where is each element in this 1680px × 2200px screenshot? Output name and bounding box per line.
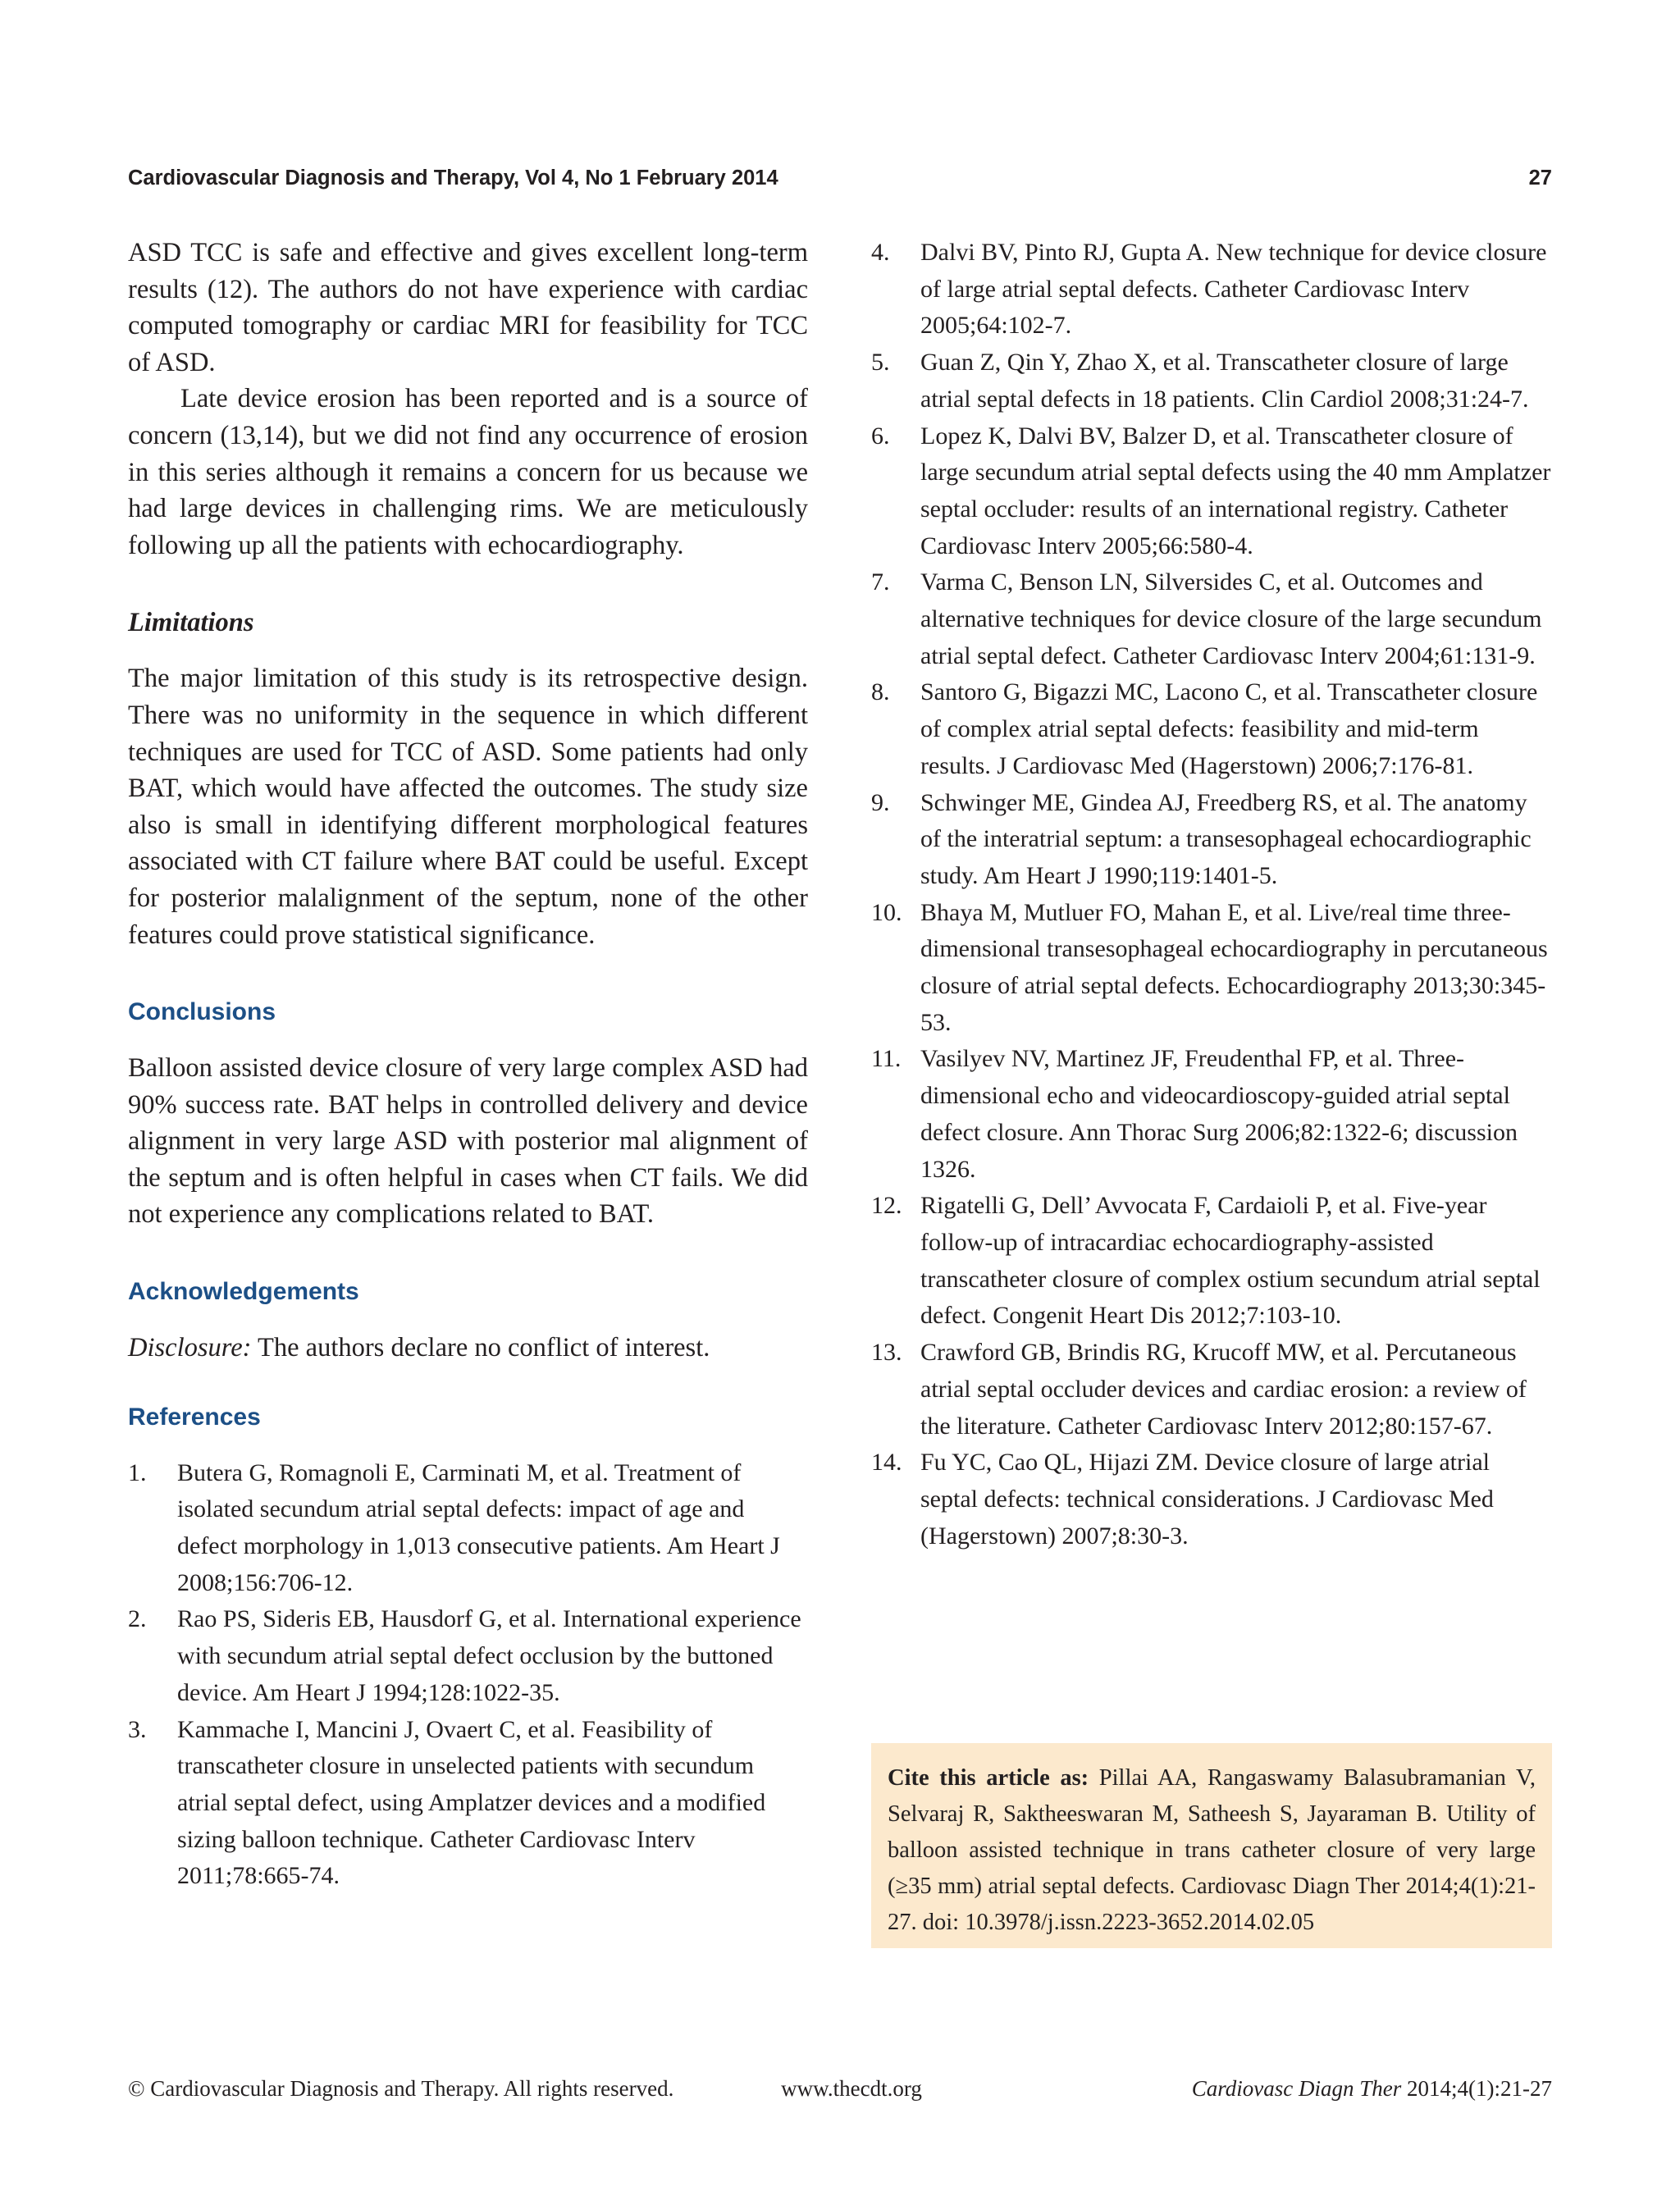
reference-number: 10. (871, 898, 902, 926)
reference-text: Kammache I, Mancini J, Ovaert C, et al. Feasibility of transcatheter closure in unselected patients with secundum atrial septal defect, using Amplatzer devices and a modified sizing balloon technique. Catheter Cardiovasc Interv 2011;78:665-74. (177, 1715, 766, 1890)
reference-text: Dalvi BV, Pinto RJ, Gupta A. New technique for device closure of large atrial septal defects. Catheter Cardiovasc Interv 2005;64:102-7. (920, 239, 1547, 340)
footer-journal-abbrev: Cardiovasc Diagn Ther (1191, 2076, 1402, 2101)
reference-number: 5. (871, 349, 890, 377)
reference-number: 6. (871, 422, 890, 450)
footer-citation-range: 2014;4(1):21-27 (1401, 2076, 1552, 2101)
footer-citation (1192, 2076, 1552, 2102)
reference-number: 9. (871, 788, 890, 816)
reference-item (871, 1041, 1552, 1188)
discussion-paragraph-2: Late device erosion has been reported and is a source of concern (13,14), but we did not find any occurrence of erosion in this series although it remains a concern for us because we had large devices in challenging rims. We are meticulously following up all the patients with echocardiography. (128, 384, 808, 560)
reference-number: 14. (871, 1449, 902, 1477)
reference-text: Vasilyev NV, Martinez JF, Freudenthal FP, et al. Three-dimensional echo and videocardioscopy-guided atrial septal defect closure. Ann Thorac Surg 2006;82:1322-6; discussion 1326. (920, 1045, 1518, 1183)
reference-text: Fu YC, Cao QL, Hijazi ZM. Device closure of large atrial septal defects: technical considerations. J Cardiovasc Med (Hagerstown) 2007;8:30-3. (920, 1449, 1494, 1550)
reference-text: Bhaya M, Mutluer FO, Mahan E, et al. Live/real time three-dimensional transesophageal echocardiography in percutaneous closure of atrial septal defects. Echocardiography 2013;30:345-53. (920, 898, 1548, 1036)
reference-number: 7. (871, 568, 890, 596)
reference-item (871, 418, 1552, 565)
reference-number: 4. (871, 239, 890, 266)
reference-text: Butera G, Romagnoli E, Carminati M, et al. Treatment of isolated secundum atrial septal defects: impact of age and defect morphology in 1,013 consecutive patients. Am Heart J 2008;156:706-12. (177, 1458, 780, 1596)
citation-box (871, 1743, 1552, 1948)
disclosure-text: The authors declare no conflict of interest. (251, 1333, 710, 1363)
disclosure-paragraph (128, 1330, 808, 1367)
citation-label: Cite this article as: (888, 1765, 1089, 1791)
reference-number: 11. (871, 1045, 902, 1073)
running-head (128, 167, 1552, 190)
reference-number: 12. (871, 1192, 902, 1220)
page-number: 27 (1528, 167, 1552, 189)
reference-text: Guan Z, Qin Y, Zhao X, et al. Transcatheter closure of large atrial septal defects in 18 patients. Clin Cardiol 2008;31:24-7. (920, 349, 1529, 413)
reference-text: Santoro G, Bigazzi MC, Lacono C, et al. Transcatheter closure of complex atrial septal defects: feasibility and mid-term results. J Cardiovasc Med (Hagerstown) 2006;7:176-81. (920, 678, 1538, 779)
footer-copyright: © Cardiovascular Diagnosis and Therapy. All rights reserved. (128, 2076, 674, 2101)
journal-title: Cardiovascular Diagnosis and Therapy, Vol 4, No 1 February 2014 (128, 167, 778, 189)
reference-item (871, 1335, 1552, 1445)
reference-text: Crawford GB, Brindis RG, Krucoff MW, et al. Percutaneous atrial septal occluder devices and cardiac erosion: a review of the literature. Catheter Cardiovasc Interv 2012;80:157-67. (920, 1339, 1527, 1440)
conclusions-paragraph: Balloon assisted device closure of very large complex ASD had 90% success rate. BAT helps in controlled delivery and device alignment in very large ASD with posterior mal alignment of the septum and is often helpful in cases when CT fails. We did not experience any complications related to BAT. (128, 1053, 808, 1230)
reference-text: Lopez K, Dalvi BV, Balzer D, et al. Transcatheter closure of large secundum atrial septal defects using the 40 mm Amplatzer septal occluder: results of an international registry. Catheter Cardiovasc Interv 2005;66:580-4. (920, 422, 1551, 559)
reference-number: 1. (128, 1458, 147, 1486)
reference-item (871, 785, 1552, 895)
limitations-paragraph: The major limitation of this study is its retrospective design. There was no uniformity in the sequence in which different techniques are used for TCC of ASD. Some patients had only BAT, which would have affected the outcomes. The study size also is small in identifying different morphological features associated with CT failure where BAT could be useful. Except for posterior malalignment of the septum, none of the other features could prove statistical significance. (128, 664, 808, 950)
reference-number: 8. (871, 678, 890, 706)
conclusions-heading: Conclusions (128, 998, 276, 1026)
disclosure-label: Disclosure: (128, 1333, 252, 1363)
reference-item (128, 1712, 808, 1896)
references-heading: References (128, 1403, 261, 1431)
reference-text: Rigatelli G, Dell’ Avvocata F, Cardaioli P, et al. Five-year follow-up of intracardiac echocardiography-assisted transcatheter closure of complex ostium secundum atrial septal defect. Congenit Heart Dis 2012;7:103-10. (920, 1192, 1541, 1330)
limitations-heading: Limitations (128, 608, 254, 638)
reference-item (128, 1455, 808, 1602)
acknowledgements-heading: Acknowledgements (128, 1278, 359, 1306)
reference-item (871, 895, 1552, 1042)
reference-text: Schwinger ME, Gindea AJ, Freedberg RS, et al. The anatomy of the interatrial septum: a transesophageal echocardiographic study. Am Heart J 1990;119:1401-5. (920, 788, 1532, 889)
page-footer (128, 2076, 1552, 2102)
reference-item (871, 1445, 1552, 1554)
reference-number: 13. (871, 1339, 902, 1367)
reference-text: Rao PS, Sideris EB, Hausdorf G, et al. International experience with secundum atrial septal defect occlusion by the buttoned device. Am Heart J 1994;128:1022-35. (177, 1605, 801, 1706)
footer-website-link[interactable]: www.thecdt.org (781, 2076, 922, 2101)
reference-list-left (128, 1455, 808, 1895)
citation-text: Pillai AA, Rangaswamy Balasubramanian V, Selvaraj R, Saktheeswaran M, Satheesh S, Jayaraman B. Utility of balloon assisted technique in trans catheter closure of very large (≥35 mm) atrial septal defects. Cardiovasc Diagn Ther 2014;4(1):21-27. doi: 10.3978/j.issn.2223-3652.2014.02.05 (888, 1765, 1536, 1935)
reference-number: 2. (128, 1605, 147, 1633)
reference-item (871, 564, 1552, 674)
left-column (128, 235, 808, 1895)
right-column (871, 235, 1552, 1554)
reference-list-right (871, 235, 1552, 1554)
reference-item (871, 674, 1552, 784)
reference-item (871, 235, 1552, 345)
reference-item (871, 345, 1552, 418)
discussion-paragraph-1: ASD TCC is safe and effective and gives excellent long-term results (12). The authors do not have experience with cardiac computed tomography or cardiac MRI for feasibility for TCC of ASD. (128, 238, 808, 377)
reference-item (128, 1601, 808, 1711)
reference-number: 3. (128, 1715, 147, 1743)
reference-text: Varma C, Benson LN, Silversides C, et al. Outcomes and alternative techniques for device closure of the large secundum atrial septal defect. Catheter Cardiovasc Interv 2004;61:131-9. (920, 568, 1542, 669)
reference-item (871, 1188, 1552, 1335)
